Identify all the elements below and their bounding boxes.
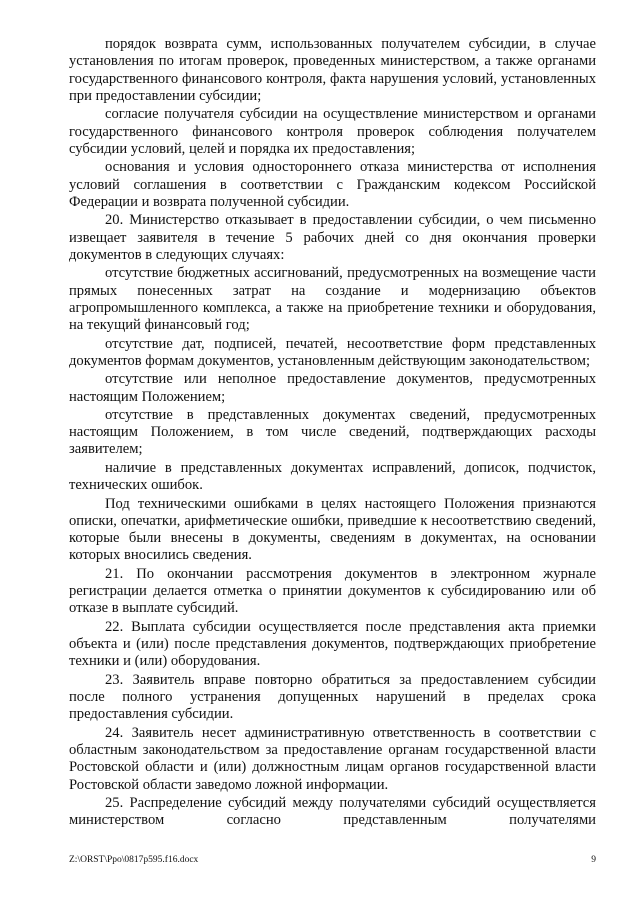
paragraph-clause-22: 22. Выплата субсидии осуществляется после представления акта приемки объекта и (или) после представления документов, подтверждающих приобретение техники и (или) оборудования.: [69, 618, 596, 670]
paragraph-clause-25: 25. Распределение субсидий между получателями субсидий осуществляется министерством согласно представленным получателями: [69, 795, 596, 829]
paragraph-clause-24: 24. Заявитель несет административную ответственность в соответствии с областным законодательством за предоставление органам государственной власти Ростовской области и (или) должностным лицам органов государственной власти Ростовской области заведомо ложной информации.: [69, 724, 596, 793]
paragraph-unilateral-refusal: основания и условия одностороннего отказа министерства от исполнения условий соглашения в соответствии с Гражданским кодексом Российской Федерации и возврата полученной субсидии.: [69, 159, 596, 210]
paragraph-missing-information: отсутствие в представленных документах сведений, предусмотренных настоящим Положением, в том числе сведений, подтверждающих расходы заявителем;: [69, 406, 596, 458]
footer-file-path: Z:\ORST\Ppo\0817p595.f16.docx: [69, 855, 199, 865]
paragraph-clause-20: 20. Министерство отказывает в предоставлении субсидии, о чем письменно извещает заявителя в течение 5 рабочих дней со дня окончания проверки документов в следующих случаях:: [69, 212, 596, 263]
paragraph-inspection-consent: согласие получателя субсидии на осуществление министерством и органами государственного финансового контроля проверок соблюдения получателем субсидии условий, целей и порядка их предоставления;: [69, 106, 596, 157]
paragraph-refund-procedure: порядок возврата сумм, использованных получателем субсидии, в случае установления по итогам проверок, проведенных министерством, а также органами государственного финансового контроля, факта нарушения условий, установленных при предоставлении субсидии;: [69, 36, 596, 104]
paragraph-corrections: наличие в представленных документах исправлений, дописок, подчисток, технических ошибок.: [69, 459, 596, 494]
paragraph-clause-23: 23. Заявитель вправе повторно обратиться за предоставлением субсидии после полного устранения допущенных нарушений в пределах срока предоставления субсидии.: [69, 671, 596, 723]
paragraph-clause-21: 21. По окончании рассмотрения документов в электронном журнале регистрации делается отметка о принятии документов к субсидированию или об отказе в выплате субсидий.: [69, 565, 596, 617]
document-body: [69, 36, 596, 831]
paragraph-technical-errors: Под техническими ошибками в целях настоящего Положения признаются описки, опечатки, арифметические ошибки, приведшие к несоответствию сведений, которые были внесены в документы, сведениям в документах, на основании которых вносились сведения.: [69, 495, 596, 564]
paragraph-incomplete-documents: отсутствие или неполное предоставление документов, предусмотренных настоящим Положением;: [69, 371, 596, 405]
page-number: 9: [591, 855, 596, 865]
paragraph-missing-signatures: отсутствие дат, подписей, печатей, несоответствие форм представленных документов формам документов, установленным действующим законодательством;: [69, 335, 596, 369]
paragraph-no-budget: отсутствие бюджетных ассигнований, предусмотренных на возмещение части прямых понесенных затрат на создание и модернизацию объектов агропромышленного комплекса, а также на приобретение техники и оборудования, на текущий финансовый год;: [69, 265, 596, 334]
